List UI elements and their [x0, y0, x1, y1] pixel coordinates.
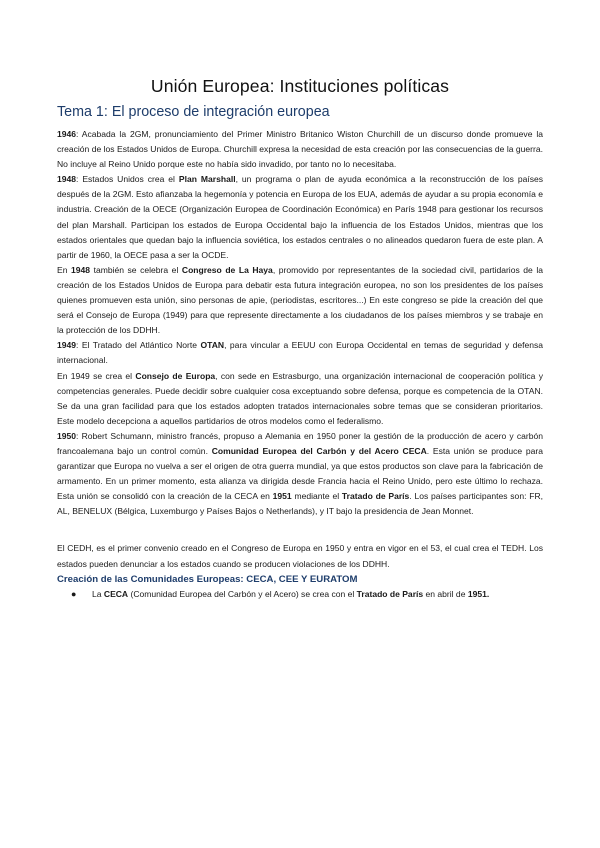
year-label: 1951 [272, 491, 292, 502]
paragraph-1950: 1950: Robert Schumann, ministro francés, propuso a Alemania en 1950 poner la gestión de la producción de acero y carbón francoalemana bajo un control común. Comunidad Europea del Carbón y del Acero CECA. Esta unión se produce para garantizar que Europa no vuelva a ser el origen de otra guerra mundial, ya que estos productos son clave para la fabricación de armamento. En un primer momento, esta alianza va dirigida desde Francia hacia el Reino Unido, pero este último lo rechaza. Esta unión se consolidó con la creación de la CECA en 1951 mediante el Tratado de París. Los países participantes son: FR, AL, BENELUX (Bélgica, Luxemburgo y Países Bajos o Netherlands), y IT bajo la presidencia de Jean Monnet. [57, 430, 544, 517]
bold-term: CECA [103, 588, 129, 599]
paragraph-1948-marshall: 1948: Estados Unidos crea el Plan Marshall, un programa o plan de ayuda económica a la reconstrucción de los países después de la 2GM. Esto afianzaba la hegemonía y potencia en Europa de los EUA, además de ayudar a su propia economía e industria. Creación de la OECE (Organización Europea de Coordinación Económica) en París 1948 para gestionar los recursos del plan Marshall. Participan los estados de Europa Occidental bajo la influencia de los Estados Unidos, mientras que los estados orientales que quedan bajo la influencia soviética, los estados centrales o no alineados quedaron fuera de este plan. A partir de 1960, la OECE pasa a ser la OCDE. [57, 174, 544, 260]
year-label: 1951. [467, 588, 490, 599]
year-label: 1946 [57, 129, 77, 139]
document-title: Unión Europea: Instituciones políticas [150, 76, 450, 96]
paragraph-1949-consejo: En 1949 se crea el Consejo de Europa, con sede en Estrasburgo, una organización internacional de cooperación política y competencias generales. Puede decidir sobre cualquier cosa exceptuando sobre defensa, porque es competencia de la OTAN. Se da una gran facilidad para que los estados adopten tratados internacionales sobre temas que se consideran prioritarios. Este modelo decepciona a aquellos partidarios de otros modelos como el federalismo. [57, 370, 543, 426]
year-label: 1948 [57, 174, 77, 185]
bullet-item: ● La CECA (Comunidad Europea del Carbón y el Acero) se crea con el Tratado de París en abril de 1951. [57, 587, 543, 602]
bold-term: OTAN [200, 340, 225, 351]
bold-term: Tratado de París [356, 588, 424, 599]
document-body [57, 127, 543, 602]
bold-term: Plan Marshall [178, 174, 236, 185]
bold-term: Comunidad Europea del Carbón y del Acero CECA [211, 445, 427, 456]
section-heading: Tema 1: El proceso de integración europea [57, 104, 330, 120]
bullet-icon: ● [71, 588, 77, 599]
paragraph-1949-otan: 1949: El Tratado del Atlántico Norte OTAN, para vincular a EEUU con Europa Occidental en temas de seguridad y defensa internacional. [57, 340, 543, 366]
bold-term: Consejo de Europa [135, 370, 216, 381]
paragraph-cedh: El CEDH, es el primer convenio creado en el Congreso de Europa en 1950 y entra en vigor en el 53, el cual crea el TEDH. Los estados pueden denunciar a los estados cuando se producen violaciones de los DDHH. [57, 543, 543, 569]
paragraph-1946: 1946: Acabada la 2GM, pronunciamiento del Primer Ministro Britanico Wiston Churchill de un discurso donde promueve la creación de los Estados Unidos de Europa. Churchill expresa la necesidad de esta creación por las consecuencias de la guerra. No incluye al Reino Unido porque este no había sido invadido, por tanto no lo necesitaba. [57, 129, 543, 170]
year-label: 1948 [71, 264, 91, 275]
bold-term: Tratado de París [341, 491, 410, 502]
bold-term: Congreso de La Haya [181, 264, 273, 275]
subsection-heading: Creación de las Comunidades Europeas: CECA, CEE Y EURATOM [57, 573, 358, 585]
year-label: 1950 [57, 430, 77, 441]
paragraph-1948-haya: En 1948 también se celebra el Congreso de La Haya, promovido por representantes de la sociedad civil, partidarios de la creación de los Estados Unidos de Europa para debatir esta futura integración europea, no son los presidentes de los países quienes promueven esta unión, sino personas de apie, (periodistas, escritores...) En este congreso se pide la creación del que será el Consejo de Europa (1949) para que represente directamente a los ciudadanos de los países miembros y se trabaje en la protección de los DDHH. [57, 264, 543, 336]
spacer [57, 519, 543, 541]
year-label: 1949 [57, 340, 77, 351]
